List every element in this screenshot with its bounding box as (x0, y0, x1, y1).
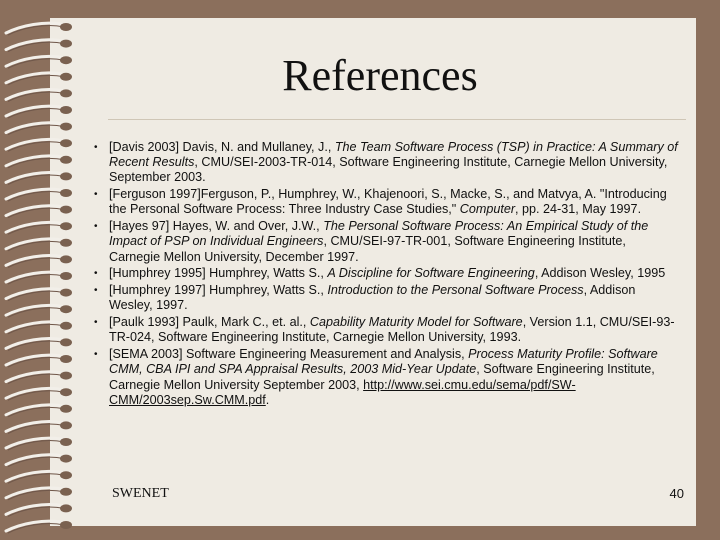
binding-hole (60, 372, 72, 380)
reference-title: A Discipline for Software Engineering (327, 266, 535, 281)
coil-shadow (8, 92, 64, 101)
binding-hole (60, 388, 72, 396)
binding-hole (60, 73, 72, 81)
binding-hole (60, 305, 72, 313)
binding-hole (60, 23, 72, 31)
reference-item (94, 219, 679, 265)
binding-hole (60, 206, 72, 214)
reference-item (94, 283, 679, 313)
binding-hole (60, 322, 72, 330)
binding-hole (60, 488, 72, 496)
coil-shadow (8, 125, 64, 134)
coil-shadow (8, 225, 64, 234)
coil-shadow (8, 341, 64, 350)
binding-hole (60, 504, 72, 512)
reference-text: [Humphrey 1997] Humphrey, Watts S., (109, 283, 328, 298)
binding-hole (60, 438, 72, 446)
reference-item (94, 266, 679, 281)
page-number: 40 (669, 486, 684, 501)
binding-hole (60, 123, 72, 131)
binding-hole (60, 455, 72, 463)
binding-hole (60, 89, 72, 97)
coil-shadow (8, 175, 64, 184)
slide-title: References (282, 51, 478, 100)
coil-shadow (8, 524, 64, 533)
reference-text: , pp. 24-31, May 1997. (515, 202, 642, 217)
coil-shadow (8, 258, 64, 267)
binding-hole (60, 106, 72, 114)
bullet-icon: • (94, 221, 98, 233)
reference-title: Process Maturity Profile: Software CMM, CBA IPI and SPA Appraisal Results, 2003 Mid-Year Update (109, 347, 658, 377)
binding-hole (60, 521, 72, 529)
reference-title: The Team Software Process (TSP) in Practice: A Summary of Recent Results (109, 140, 678, 170)
binding-hole (60, 189, 72, 197)
binding-hole (60, 139, 72, 147)
coil-shadow (8, 158, 64, 167)
binding-hole (60, 40, 72, 48)
binding-hole (60, 272, 72, 280)
binding-hole (60, 338, 72, 346)
bullet-icon: • (94, 349, 98, 361)
reference-list (94, 140, 679, 410)
title-divider (108, 119, 686, 120)
reference-text: [Ferguson 1997]Ferguson, P., Humphrey, W., Khajenoori, S., Macke, S., and Matvya, A. "Introducing the Personal Software Process: Three Industry Case Studies," (109, 187, 667, 217)
binding-hole (60, 421, 72, 429)
reference-title: Introduction to the Personal Software Process (327, 283, 584, 298)
coil-shadow (8, 291, 64, 300)
reference-text: , Version 1.1, CMU/SEI-93-TR-024, Software Engineering Institute, Carnegie Mellon University, 1993. (109, 315, 675, 345)
binding-hole (60, 289, 72, 297)
coil-shadow (8, 75, 64, 84)
reference-text: , CMU/SEI-97-TR-001, Software Engineering Institute, Carnegie Mellon University, December 1997. (109, 234, 626, 264)
bullet-icon: • (94, 285, 98, 297)
coil-shadow (8, 441, 64, 450)
reference-item (94, 315, 679, 345)
coil-shadow (8, 275, 64, 284)
coil-shadow (8, 358, 64, 367)
binding-hole (60, 405, 72, 413)
reference-text: , Addison Wesley, 1997. (109, 283, 636, 313)
reference-text: [Humphrey 1995] Humphrey, Watts S., (109, 266, 328, 281)
coil-shadow (8, 391, 64, 400)
binding-hole (60, 56, 72, 64)
coil-shadow (8, 424, 64, 433)
coil-shadow (8, 59, 64, 68)
bullet-icon: • (94, 189, 98, 201)
coil-shadow (8, 241, 64, 250)
reference-item (94, 187, 679, 217)
bullet-icon: • (94, 142, 98, 153)
coil-shadow (8, 474, 64, 483)
reference-text: [Paulk 1993] Paulk, Mark C., et. al., (109, 315, 310, 330)
reference-text: . (265, 392, 270, 407)
coil-shadow (8, 490, 64, 499)
coil-shadow (8, 407, 64, 416)
coil-shadow (8, 457, 64, 466)
reference-text: [SEMA 2003] Software Engineering Measurement and Analysis, (109, 347, 469, 362)
bullet-icon: • (94, 317, 98, 329)
binding-hole (60, 471, 72, 479)
binding-hole (60, 355, 72, 363)
reference-title: Capability Maturity Model for Software (309, 315, 523, 330)
coil-shadow (8, 507, 64, 516)
coil-shadow (8, 42, 64, 51)
coil-shadow (8, 192, 64, 201)
binding-hole (60, 172, 72, 180)
coil-shadow (8, 26, 64, 35)
reference-item (94, 140, 679, 186)
reference-item (94, 347, 679, 408)
footer-label: SWENET (112, 486, 169, 501)
binding-hole (60, 239, 72, 247)
reference-title: Computer (459, 202, 516, 217)
reference-text: [Davis 2003] Davis, N. and Mullaney, J., (109, 140, 335, 154)
bullet-icon: • (94, 268, 98, 280)
spiral-binding (0, 0, 80, 540)
binding-hole (60, 255, 72, 263)
binding-hole (60, 222, 72, 230)
reference-text: , Addison Wesley, 1995 (534, 266, 666, 281)
coil-shadow (8, 142, 64, 151)
coil-shadow (8, 324, 64, 333)
coil-shadow (8, 374, 64, 383)
binding-hole (60, 156, 72, 164)
reference-text: , Software Engineering Institute, Carnegie Mellon University September 2003, (109, 362, 655, 392)
coil-shadow (8, 308, 64, 317)
coil-shadow (8, 208, 64, 217)
coil-shadow (8, 109, 64, 118)
reference-link[interactable]: http://www.sei.cmu.edu/sema/pdf/SW-CMM/2003sep.Sw.CMM.pdf (109, 377, 576, 407)
reference-title: The Personal Software Process: An Empirical Study of the Impact of PSP on Individual Engineers (109, 219, 649, 249)
reference-text: [Hayes 97] Hayes, W. and Over, J.W., (109, 219, 324, 234)
reference-text: , CMU/SEI-2003-TR-014, Software Engineering Institute, Carnegie Mellon University, September 2003. (109, 155, 668, 185)
